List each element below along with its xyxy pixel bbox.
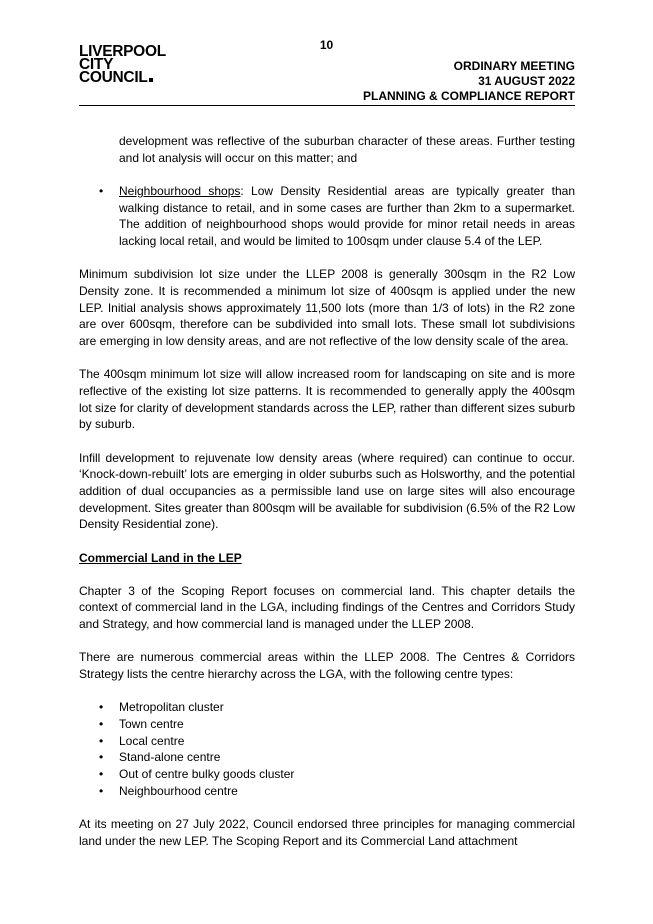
continuation-paragraph: development was reflective of the suburban character of these areas. Further testing and lot analysis will occur on this matter; and	[119, 134, 575, 165]
report-title: PLANNING & COMPLIANCE REPORT	[362, 89, 575, 103]
meeting-date: 31 AUGUST 2022	[478, 74, 575, 88]
centre-types-list	[79, 699, 575, 799]
shops-bullet-list	[79, 183, 575, 250]
header-divider	[79, 105, 575, 106]
report-header	[363, 59, 575, 104]
logo-line-3-text: COUNCIL	[79, 69, 148, 86]
paragraph-infill: Infill development to rejuvenate low density areas (where required) can continue to occur. ‘Knock-down-rebuilt’ lots are emerging in older suburbs such as Holsworthy, and the potential addition of dual occupancies as a permissible land use on large sites will also encourage development. Sites greater than 800sqm will be available for subdivision (6.5% of the R2 Low Density Residential zone).	[79, 450, 575, 532]
paragraph-chapter3: Chapter 3 of the Scoping Report focuses on commercial land. This chapter details the context of commercial land in the LGA, including findings of the Centres and Corridors Study and Strategy, and how commercial land is managed under the LLEP 2008.	[79, 583, 575, 632]
list-item	[79, 183, 575, 250]
paragraph-400sqm: The 400sqm minimum lot size will allow increased room for landscaping on site and is more reflective of the existing lot size patterns. It is recommended to generally apply the 400sqm lot size for clarity of development standards across the LEP, rather than different sizes suburb by suburb.	[79, 367, 575, 432]
section-heading: Commercial Land in the LEP	[79, 550, 242, 565]
list-item: • Town centre	[79, 716, 575, 733]
bullet-term: Neighbourhood shops	[119, 183, 241, 198]
bullet-text: : Low Density Residential areas are typically greater than walking distance to retail, and in some cases are further than 2km to a supermarket. The addition of neighbourhood shops would provide for minor retail needs in areas lacking local retail, and would be limited to 100sqm under clause 5.4 of the LEP.	[119, 183, 576, 249]
page-number: 10	[319, 38, 334, 52]
meeting-title: ORDINARY MEETING	[453, 59, 575, 73]
logo-line-2: CITY	[79, 56, 114, 73]
list-item: • Neighbourhood centre	[79, 783, 575, 800]
list-item: • Stand-alone centre	[79, 749, 575, 766]
paragraph-commercial-areas: There are numerous commercial areas within the LLEP 2008. The Centres & Corridors Strategy lists the centre hierarchy across the LGA, with the following centre types:	[79, 650, 575, 682]
logo-dot-icon	[149, 78, 153, 82]
paragraph-lot-size: Minimum subdivision lot size under the LLEP 2008 is generally 300sqm in the R2 Low Density zone. It is recommended a minimum lot size of 400sqm is applied under the new LEP. Initial analysis shows approximately 11,500 lots (more than 1/3 of lots) in the R2 zone are over 600sqm, therefore can be subdivided into small lots. These small lot subdivisions are emerging in low density areas, and are not reflective of the low density scale of the area.	[79, 267, 575, 349]
list-item: • Metropolitan cluster	[79, 699, 575, 716]
document-body	[79, 133, 575, 866]
logo-line-3	[79, 71, 166, 84]
logo-line-1: LIVERPOOL	[79, 43, 166, 60]
list-item: • Out of centre bulky goods cluster	[79, 766, 575, 783]
council-logo	[79, 45, 166, 84]
paragraph-principles: At its meeting on 27 July 2022, Council endorsed three principles for managing commercial land under the new LEP. The Scoping Report and its Commercial Land attachment	[79, 817, 575, 848]
list-item: • Local centre	[79, 733, 575, 750]
